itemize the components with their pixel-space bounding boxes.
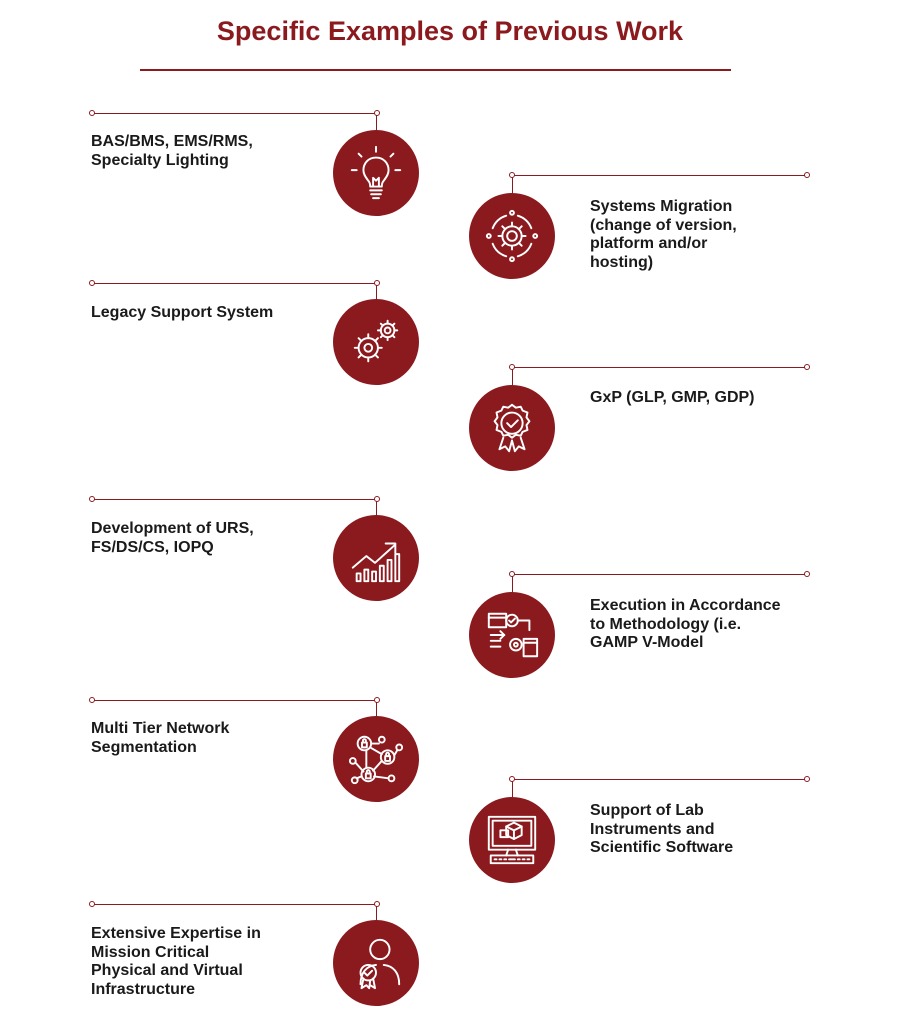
connector-line: [93, 113, 377, 114]
workflow-icon: [483, 606, 541, 664]
connector-dot: [89, 496, 95, 502]
connector-dot: [374, 496, 380, 502]
connector-dot: [804, 172, 810, 178]
connector-dot: [374, 697, 380, 703]
award-badge-icon: [483, 399, 541, 457]
connector-dot: [89, 280, 95, 286]
item-label: BAS/BMS, EMS/RMS, Specialty Lighting: [91, 133, 253, 169]
icon-circle: [333, 716, 419, 802]
item-label: Extensive Expertise in Mission Critical Physical and Virtual Infrastructure: [91, 925, 261, 998]
lab-computer-icon: [483, 811, 541, 869]
icon-circle: [333, 130, 419, 216]
connector-dot: [804, 776, 810, 782]
connector-line: [512, 367, 808, 368]
connector-dot: [804, 571, 810, 577]
item-label: GxP (GLP, GMP, GDP): [590, 389, 755, 406]
connector-dot: [89, 110, 95, 116]
icon-circle: [333, 515, 419, 601]
icon-circle: [469, 385, 555, 471]
connector-dot: [509, 776, 515, 782]
growth-chart-icon: [347, 529, 405, 587]
connector-dot: [509, 172, 515, 178]
item-label: Support of Lab Instruments and Scientific Software: [590, 802, 734, 856]
item-label: Systems Migration (change of version, platform and/or hosting): [590, 198, 737, 271]
network-nodes-icon: [347, 730, 405, 788]
connector-line: [93, 700, 377, 701]
icon-circle: [469, 592, 555, 678]
connector-line: [93, 283, 377, 284]
item-label: Legacy Support System: [91, 304, 274, 321]
icon-circle: [469, 193, 555, 279]
lightbulb-icon: [347, 144, 405, 202]
item-label: Development of URS, FS/DS/CS, IOPQ: [91, 520, 254, 556]
gears-icon: [347, 313, 405, 371]
connector-dot: [374, 280, 380, 286]
gear-cycle-icon: [483, 207, 541, 265]
connector-dot: [374, 110, 380, 116]
icon-circle: [333, 920, 419, 1006]
connector-line: [512, 779, 808, 780]
item-label: Multi Tier Network Segmentation: [91, 720, 230, 756]
connector-dot: [509, 364, 515, 370]
item-label: Execution in Accordance to Methodology (i.e. GAMP V-Model: [590, 597, 781, 651]
connector-dot: [509, 571, 515, 577]
connector-line: [93, 499, 377, 500]
connector-dot: [804, 364, 810, 370]
connector-line: [512, 175, 808, 176]
expert-user-icon: [347, 934, 405, 992]
connector-dot: [374, 901, 380, 907]
connector-dot: [89, 901, 95, 907]
icon-circle: [333, 299, 419, 385]
connector-dot: [89, 697, 95, 703]
title-underline: [140, 69, 731, 71]
connector-line: [512, 574, 808, 575]
connector-line: [93, 904, 377, 905]
page-title: Specific Examples of Previous Work: [216, 16, 684, 46]
icon-circle: [469, 797, 555, 883]
